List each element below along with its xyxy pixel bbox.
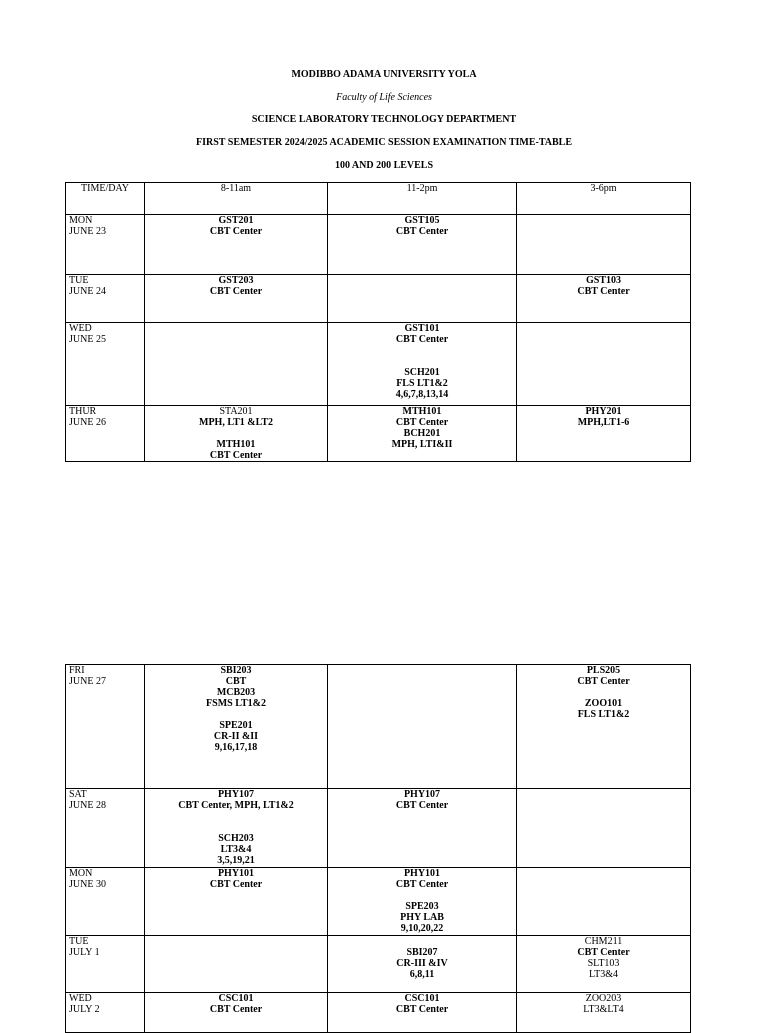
day-cell	[66, 789, 145, 868]
exam-line: SPE201	[219, 720, 253, 731]
exam-line: GST105	[404, 215, 440, 226]
exam-line: 3,5,19,21	[217, 855, 255, 866]
exam-line: CBT Center	[395, 800, 449, 811]
weekday-label: FRI	[69, 665, 85, 676]
exam-slot-11-2pm	[328, 406, 517, 462]
exam-slot-8-11am	[145, 868, 328, 936]
exam-line: SCH203	[218, 833, 254, 844]
timetable-title: FIRST SEMESTER 2024/2025 ACADEMIC SESSION EXAMINATION TIME-TABLE	[195, 137, 572, 148]
exam-slot-3-6pm	[517, 789, 691, 868]
timetable-row	[66, 936, 691, 993]
exam-line	[328, 356, 516, 367]
exam-line: GST203	[218, 275, 254, 286]
exam-slot-11-2pm	[328, 665, 517, 789]
weekday-label: WED	[69, 323, 92, 334]
exam-line: PHY LAB	[400, 912, 444, 923]
exam-slot-3-6pm	[517, 868, 691, 936]
weekday-label: MON	[69, 868, 93, 879]
exam-line: CBT Center	[577, 676, 630, 687]
day-cell	[66, 665, 145, 789]
exam-line: GST201	[218, 215, 254, 226]
exam-line: CBT Center	[577, 286, 630, 297]
exam-line: BCH201	[403, 428, 441, 439]
exam-line: CBT Center	[395, 879, 449, 890]
date-label: JULY 2	[69, 1004, 100, 1015]
exam-slot-8-11am	[145, 215, 328, 275]
day-cell	[66, 936, 145, 993]
timetable-row	[66, 275, 691, 323]
date-label: JUNE 25	[69, 334, 106, 345]
exam-line: STA201	[219, 406, 253, 417]
exam-line: MCB203	[216, 687, 256, 698]
day-cell	[66, 323, 145, 406]
date-label: JUNE 23	[69, 226, 106, 237]
exam-line: CBT Center	[395, 226, 449, 237]
faculty-name: Faculty of Life Sciences	[336, 92, 432, 103]
exam-line: MTH101	[402, 406, 442, 417]
weekday-label: THUR	[69, 406, 97, 417]
exam-line: CBT Center	[209, 879, 263, 890]
exam-line: PLS205	[586, 665, 621, 676]
exam-line: PHY101	[403, 868, 441, 879]
exam-line: CBT Center	[209, 286, 263, 297]
exam-line: 4,6,7,8,13,14	[395, 389, 449, 400]
weekday-label: SAT	[69, 789, 87, 800]
exam-slot-11-2pm	[328, 993, 517, 1033]
exam-line: CR-II &II	[213, 731, 259, 742]
weekday-label: TUE	[69, 275, 89, 286]
exam-line	[145, 709, 327, 720]
exam-line: CBT Center	[577, 947, 630, 958]
col-header-time-day: TIME/DAY	[66, 183, 145, 215]
col-header-11-2pm: 11-2pm	[328, 183, 517, 215]
exam-line: CSC101	[218, 993, 254, 1004]
day-cell	[66, 406, 145, 462]
exam-slot-8-11am	[145, 993, 328, 1033]
exam-slot-11-2pm	[328, 323, 517, 406]
exam-slot-3-6pm	[517, 406, 691, 462]
exam-line	[328, 890, 516, 901]
timetable-row	[66, 789, 691, 868]
weekday-label: MON	[69, 215, 93, 226]
exam-slot-11-2pm	[328, 275, 517, 323]
exam-line: FSMS LT1&2	[206, 698, 266, 709]
exam-slot-3-6pm	[517, 275, 691, 323]
exam-line	[328, 936, 516, 947]
date-label: JUNE 27	[69, 676, 106, 687]
exam-line: LT3&4	[588, 969, 619, 980]
levels-label: 100 AND 200 LEVELS	[334, 160, 434, 171]
col-header-3-6pm: 3-6pm	[517, 183, 691, 215]
exam-line: SBI207	[406, 947, 438, 958]
header-row	[66, 183, 691, 215]
exam-line: LT3&4	[220, 844, 252, 855]
exam-line	[517, 687, 690, 698]
exam-line	[145, 811, 327, 822]
exam-line: SBI203	[220, 665, 252, 676]
exam-line: MPH, LTI&II	[391, 439, 453, 450]
exam-slot-8-11am	[145, 936, 328, 993]
exam-slot-8-11am	[145, 665, 328, 789]
exam-slot-3-6pm	[517, 215, 691, 275]
exam-slot-8-11am	[145, 323, 328, 406]
timetable-row	[66, 406, 691, 462]
exam-line: 6,8,11	[409, 969, 435, 980]
exam-slot-3-6pm	[517, 936, 691, 993]
exam-line: MPH, LT1 &LT2	[199, 417, 273, 428]
exam-line: CBT Center	[209, 226, 263, 237]
timetable-row	[66, 323, 691, 406]
exam-line: CBT Center	[395, 417, 449, 428]
exam-slot-3-6pm	[517, 665, 691, 789]
exam-line: CBT Center	[395, 1004, 449, 1015]
date-label: JULY 1	[69, 947, 100, 958]
exam-line: CBT Center	[209, 1004, 263, 1015]
exam-line: CBT Center	[395, 334, 449, 345]
day-cell	[66, 275, 145, 323]
exam-line	[145, 822, 327, 833]
timetable-row	[66, 215, 691, 275]
exam-line: GST101	[404, 323, 440, 334]
exam-line: CBT	[225, 676, 247, 687]
exam-line: SLT103	[587, 958, 620, 969]
exam-line: ZOO101	[584, 698, 623, 709]
exam-line: GST103	[585, 275, 621, 286]
exam-line: PHY101	[217, 868, 255, 879]
exam-line: ZOO203	[585, 993, 622, 1004]
exam-line: PHY107	[217, 789, 255, 800]
exam-slot-3-6pm	[517, 993, 691, 1033]
day-cell	[66, 215, 145, 275]
date-label: JUNE 26	[69, 417, 106, 428]
exam-line: MTH101	[216, 439, 256, 450]
exam-slot-3-6pm	[517, 323, 691, 406]
exam-slot-8-11am	[145, 789, 328, 868]
exam-slot-11-2pm	[328, 789, 517, 868]
department-name: SCIENCE LABORATORY TECHNOLOGY DEPARTMENT	[251, 114, 517, 125]
university-name: MODIBBO ADAMA UNIVERSITY YOLA	[291, 69, 477, 80]
exam-line: CR-III &IV	[396, 958, 448, 969]
exam-line	[328, 345, 516, 356]
day-cell	[66, 868, 145, 936]
weekday-label: TUE	[69, 936, 89, 947]
exam-line: FLS LT1&2	[396, 378, 448, 389]
exam-line	[145, 428, 327, 439]
exam-line: PHY107	[403, 789, 441, 800]
exam-line: FLS LT1&2	[577, 709, 630, 720]
exam-line: 9,10,20,22	[400, 923, 444, 934]
exam-slot-8-11am	[145, 275, 328, 323]
timetable-row	[66, 665, 691, 789]
exam-slot-11-2pm	[328, 868, 517, 936]
exam-line: CHM211	[584, 936, 623, 947]
date-label: JUNE 28	[69, 800, 106, 811]
exam-line: LT3&LT4	[583, 1004, 624, 1015]
timetable-part-1	[65, 182, 691, 462]
date-label: JUNE 24	[69, 286, 106, 297]
exam-line: CBT Center, MPH, LT1&2	[178, 800, 294, 811]
exam-line: SPE203	[405, 901, 439, 912]
timetable-row	[66, 993, 691, 1033]
exam-line: CSC101	[404, 993, 440, 1004]
exam-line: CBT Center	[209, 450, 263, 461]
exam-line: SCH201	[404, 367, 440, 378]
timetable-part-2	[65, 664, 691, 1033]
exam-slot-11-2pm	[328, 215, 517, 275]
timetable-row	[66, 868, 691, 936]
exam-line: MPH,LT1-6	[577, 417, 630, 428]
col-header-8-11am: 8-11am	[145, 183, 328, 215]
exam-slot-11-2pm	[328, 936, 517, 993]
exam-line: PHY201	[585, 406, 622, 417]
date-label: JUNE 30	[69, 879, 106, 890]
weekday-label: WED	[69, 993, 92, 1004]
exam-slot-8-11am	[145, 406, 328, 462]
exam-line: 9,16,17,18	[214, 742, 258, 753]
day-cell	[66, 993, 145, 1033]
